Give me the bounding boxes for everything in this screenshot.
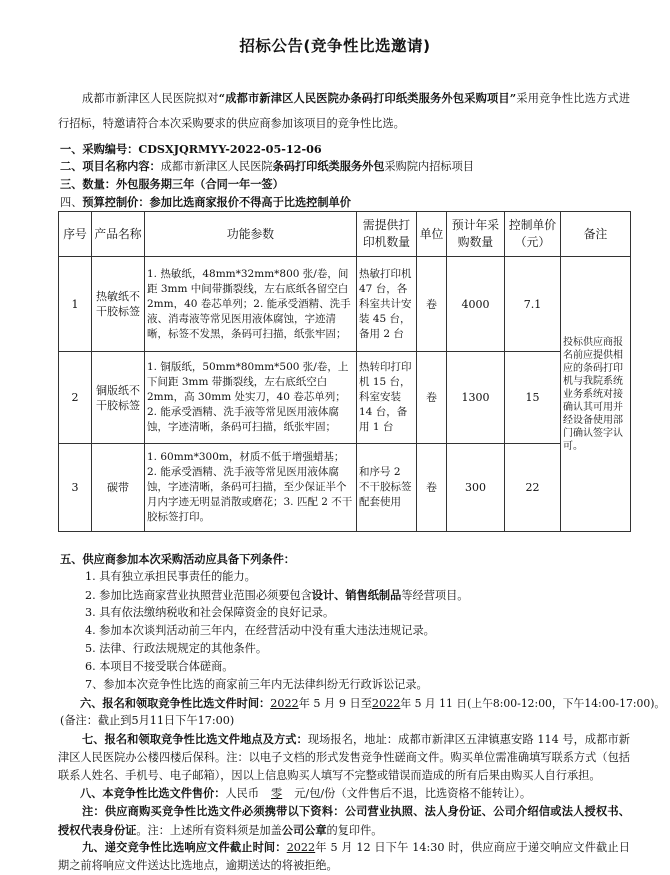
project-name: “成都市新津区人民医院办条码打印纸类服务外包采购项目” (218, 91, 517, 105)
date-text: 年 5 月 9 日至 (298, 697, 372, 710)
table-row (59, 352, 631, 444)
document-title: 招标公告(竞争性比选邀请) (239, 37, 431, 55)
currency: 人民币 (225, 787, 260, 800)
intro-paragraph (58, 86, 630, 136)
condition-item (85, 586, 468, 605)
remark-cell: 投标供应商报名前应提供相应的条码打印机与我院系统业务系统对接确认其可用并经设备使用部门确认签字认可。 (561, 257, 631, 532)
section-1-label: 一、采购编号： (60, 142, 139, 156)
document-requirements-note (58, 802, 630, 840)
product-params: 1. 热敏纸，48mm*32mm*800 张/卷，间距 3mm 中间带撕裂线，左右底纸各留空白 2mm，40 卷芯单列；2. 能承受酒精、洗手液、消毒液等常见医用液体腐蚀，字迹清晰，标签不发黑，条码可扫描，纸张牢固； (145, 257, 357, 352)
condition-item (85, 640, 267, 658)
note-text: 。注：上述所有资料须是加盖 (136, 824, 282, 837)
table-header: 预计年采购数量 (447, 212, 505, 257)
section-3: 三、数量：外包服务期三年（合同一年一签） (60, 177, 284, 191)
condition-text: 1. 具有独立承担民事责任的能力。 (85, 570, 256, 583)
section-7-label: 七、报名和领取竞争性比选文件地点及方式： (82, 732, 308, 746)
section-5-title: 五、供应商参加本次采购活动应具备下列条件： (60, 552, 295, 566)
section-4-label: 四、 (60, 196, 83, 209)
price-amount: 零 (271, 787, 283, 800)
product-table (58, 211, 631, 532)
product-params: 1. 60mm*300m，材质不低于增强蜡基；2. 能承受酒精、洗手液等常见医用液体腐蚀，字迹清晰，条码可扫描，至少保证半个月内字迹无明显消散或磨花；3. 匹配 2 不干胶标签打印。 (145, 444, 357, 532)
control-price: 7.1 (505, 257, 561, 352)
row-number: 2 (59, 352, 92, 444)
price-text: 元/包/份（文件售后不退，比选资格不能转让）。 (294, 787, 532, 800)
budget-text: 预算控制价：参加比选商家报价不得高于比选控制单价 (82, 195, 351, 209)
section-9-text: 年 5 月 12 日下午 14:30 时，供应商应于递交响应文件截止日期之前将响应文件送达比选地点，逾期送达的将被拒绝。 (58, 841, 630, 872)
control-price: 15 (505, 352, 561, 444)
condition-text: 7、参加本次竞争性比选的商家前三年内无法律纠纷无行政诉讼记录。 (85, 678, 428, 691)
annual-quantity: 300 (447, 444, 505, 532)
table-header: 序号 (59, 212, 92, 257)
annual-quantity: 4000 (447, 257, 505, 352)
product-name: 铜版纸不干胶标签 (92, 352, 145, 444)
condition-text-end: 等经营项目。 (401, 589, 469, 602)
annual-quantity: 1300 (447, 352, 505, 444)
condition-item (85, 604, 334, 622)
project-type: 采购院内招标项目 (384, 160, 474, 173)
section-8 (80, 784, 670, 803)
intro-text: 成都市新津区人民医院拟对 (82, 92, 219, 105)
product-name: 碳带 (92, 444, 145, 532)
intro-text-end: 采用竞争性比选方式进行招标，特邀请符合本次采购要求的供应商参加该项目的竞争性比选。 (58, 92, 630, 130)
product-name: 热敏纸不干胶标签 (92, 257, 145, 352)
hospital-name: 成都市新津区人民医院 (160, 160, 273, 173)
section-6 (80, 694, 670, 713)
condition-item (85, 676, 428, 694)
section-7-text: 现场报名，地址：成都市新津区五津镇惠安路 114 号，成都市新津区人民医院办公楼四楼后保科。注：以电子文档的形式发售竞争性磋商文件。购买单位需准确填写联系方式（包括联系人姓名、手机号、电子邮箱），因以上信息购买人填写不完整或错误而造成的所有后果由购买人自行承担。 (58, 733, 630, 782)
table-header: 备注 (561, 212, 631, 257)
section-6-label: 六、报名和领取竞争性比选文件时间： (80, 696, 271, 710)
printer-count: 热敏打印机 47 台，各科室共计安装 45 台，备用 2 台 (357, 257, 417, 352)
table-header: 功能参数 (145, 212, 357, 257)
table-row (59, 444, 631, 532)
business-scope: 设计、销售纸制品 (311, 588, 402, 602)
section-7 (58, 730, 630, 785)
note-text-end: 的复印件。 (326, 824, 383, 837)
year: 2022 (270, 697, 299, 710)
row-number: 3 (59, 444, 92, 532)
table-header: 控制单价（元） (505, 212, 561, 257)
table-header: 单位 (417, 212, 447, 257)
table-header-row (59, 212, 631, 257)
table-header: 需提供打印机数量 (357, 212, 417, 257)
condition-text: 2. 参加比选商家营业执照营业范围必须要包含 (85, 589, 312, 602)
product-params: 1. 铜版纸，50mm*80mm*500 张/卷，上下间距 3mm 带撕裂线，左右底纸空白 2mm，高 30mm 处实刀，40 卷芯单列；2. 能承受酒精、洗手液等常见医用液体腐蚀，字迹清晰，条码可扫描，纸张牢固； (145, 352, 357, 444)
table-row (59, 257, 631, 352)
section-8-label: 八、本竞争性比选文件售价： (80, 786, 226, 800)
row-number: 1 (59, 257, 92, 352)
control-price: 22 (505, 444, 561, 532)
service-name: 条码打印纸类服务外包 (272, 159, 385, 173)
deadline-note: (备注：截止到5月11日下午17:00) (60, 714, 235, 727)
section-2-label: 二、项目名称内容： (60, 159, 161, 173)
printer-count: 热转印打印机 15 台，科室安装 14 台，备用 1 台 (357, 352, 417, 444)
procurement-code: CDSXJQRMYY-2022-05-12-06 (138, 142, 322, 156)
condition-item (85, 622, 435, 640)
year: 2022 (286, 841, 316, 854)
date-text-end: 年 5 月 11 日(上午8:00-12:00，下午14:00-17:00)。 (400, 697, 666, 710)
required-docs: 注：供应商购买竞争性比选文件必须携带以下资料：公司营业执照、法人身份证、公司介绍信或法人授权书、授权代表身份证 (58, 804, 630, 837)
condition-text: 6. 本项目不接受联合体磋商。 (85, 660, 234, 673)
printer-count: 和序号 2 不干胶标签配套使用 (357, 444, 417, 532)
condition-item (85, 658, 233, 676)
section-9-label: 九、递交竞争性比选响应文件截止时间： (82, 840, 287, 854)
unit: 卷 (417, 257, 447, 352)
condition-text: 3. 具有依法缴纳税收和社会保障资金的良好记录。 (85, 606, 335, 619)
section-9 (58, 838, 630, 875)
year: 2022 (371, 697, 401, 710)
unit: 卷 (417, 444, 447, 532)
company-seal: 公司公章 (281, 823, 327, 837)
unit: 卷 (417, 352, 447, 444)
condition-text: 4. 参加本次谈判活动前三年内，在经营活动中没有重大违法违规记录。 (85, 624, 435, 637)
condition-text: 5. 法律、行政法规规定的其他条件。 (85, 642, 268, 655)
table-header: 产品名称 (92, 212, 145, 257)
section-4 (60, 193, 660, 212)
condition-item (85, 568, 256, 586)
section-2 (60, 157, 660, 176)
